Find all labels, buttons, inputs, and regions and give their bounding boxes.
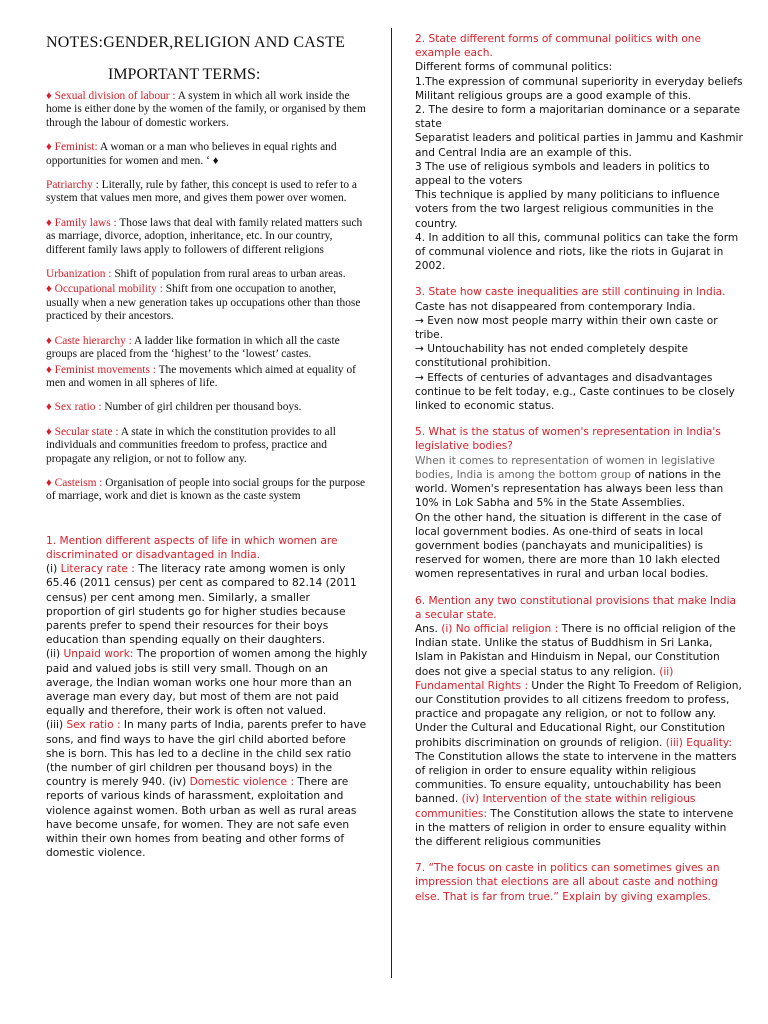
terms-list (46, 90, 368, 504)
term-text: Number of girl children per thousand boys. (101, 401, 302, 414)
answer-paragraph (415, 454, 743, 511)
term-text: Shift from one occupation to another, usually when a new generation takes up occupations other than those practiced by their ancestors. (46, 283, 361, 323)
answer-text: The Constitution allows the state to intervene in the matters of religion in order to ensure equality within the different religious communities (415, 807, 734, 848)
answer-line: Separatist leaders and political parties in Jammu and Kashmir and Central India are an example of this. (415, 132, 743, 159)
term-occupational-mobility (46, 283, 368, 323)
term-sex-ratio (46, 401, 368, 414)
item-number: (ii) (46, 648, 64, 661)
answer-paragraph (415, 622, 743, 849)
answer-paragraph (46, 562, 368, 647)
answer-text: The literacy rate among women is only 65.46 (2011 census) per cent as compared to 82.14 (2011 census) per cent among men. Similarly, a smaller proportion of girl students go for higher studies because parents prefer to spend their resources for their boys education than spending equally on their daughters. (46, 563, 357, 647)
answer-key: Literacy rate : (60, 563, 135, 576)
term-text: A state in which the constitution provides to all individuals and communities freedom to profess, practice and propagate any religion, or not to follow any. (46, 425, 336, 465)
term-key: ♦ Family laws : (46, 216, 117, 229)
column-divider (391, 28, 392, 978)
answer-line: → Effects of centuries of advantages and disadvantages continue to be felt today, e.g., Caste continues to be closely linked to economic status. (415, 371, 735, 413)
term-key: ♦ Casteism : (46, 476, 103, 489)
answer-text: The Constitution allows the state to intervene in the matters of religion in order to ensure equality within religious communities. To ensure equality, untouchability has been banned. (415, 750, 737, 806)
right-column (415, 32, 743, 916)
question-6 (415, 594, 743, 850)
term-text: Those laws that deal with family related matters such as marriage, divorce, adoption, inheritance, etc. In our country, different family laws apply to followers of different religions (46, 216, 363, 256)
answer-line: 4. In addition to all this, communal politics can take the form of communal violence and riots, like the riots in Gujarat in 2002. (415, 231, 739, 273)
question-3 (415, 285, 743, 413)
question-heading: 7. “The focus on caste in politics can sometimes gives an impression that elections are all about caste and nothing else. That is far from true.” Explain by giving examples. (415, 862, 720, 903)
answer-paragraph (46, 718, 368, 860)
answer-key: (ii) Fundamental Rights : (415, 665, 674, 692)
question-2 (415, 32, 743, 273)
question-heading: 6. Mention any two constitutional provisions that make India a secular state. (415, 594, 737, 621)
answer-text: In many parts of India, parents prefer to have sons, and find ways to have the girl child aborted before she is born. This has led to a decline in the child sex ratio (the number of girl children per thousand boys) in the country is merely 940. (iv) (46, 719, 367, 789)
term-key: ♦ Feminist movements : (46, 363, 156, 376)
term-key: ♦ Sexual division of labour : (46, 90, 176, 102)
section-subtitle: IMPORTANT TERMS: (108, 66, 261, 83)
term-text: Shift of population from rural areas to urban areas. (111, 268, 346, 281)
answer-line: 2. The desire to form a majoritarian dominance or a separate state (415, 104, 741, 131)
term-sexual-division (46, 90, 368, 130)
answer-line: Caste has not disappeared from contemporary India. (415, 300, 696, 313)
answer-label: Ans. (415, 622, 442, 635)
answer-line: Militant religious groups are a good example of this. (415, 89, 692, 102)
term-text: Organisation of people into social groups for the purpose of marriage, work and diet is known as the caste system (46, 476, 366, 503)
answer-text: There are reports of various kinds of harassment, exploitation and violence against women. Both urban as well as rural areas have become unsafe, for women. They are not safe even within their own homes from beating and other forms of domestic violence. (46, 776, 357, 860)
answer-key: Unpaid work: (63, 648, 134, 661)
answer-line: This technique is applied by many politicians to influence voters from the two largest religious communities in the country. (415, 189, 720, 230)
term-feminist (46, 141, 368, 168)
term-key: Urbanization : (46, 268, 112, 281)
term-family-laws (46, 217, 368, 257)
term-text: : Literally, rule by father, this concept is used to refer to a system that values men more, and gives them power over women. (46, 179, 357, 205)
answer-text: Under the Right To Freedom of Religion, our Constitution provides to all citizens freedom to profess, practice and propagate any religion, or not to follow any. Under the Cultural and Educational Right, our Constitution prohibits discrimination on grounds of religion. (415, 679, 742, 749)
answer-key: Domestic violence : (189, 776, 295, 789)
question-heading: 1. Mention different aspects of life in which women are discriminated or disadvantaged in India. (46, 534, 338, 561)
term-text: A system in which all work inside the home is either done by the women of the family, or organised by them through the labour of domestic workers. (46, 90, 366, 129)
question-heading: 2. State different forms of communal politics with one example each. (415, 33, 702, 60)
answer-text: of nations in the world. Women's representation has always been less than 10% in Lok Sabha and 5% in the State Assemblies. (415, 468, 724, 510)
term-key: ♦ Caste hierarchy : (46, 334, 132, 347)
answer-line: Different forms of communal politics: (415, 61, 613, 74)
answer-line: → Even now most people marry within their own caste or tribe. (415, 314, 718, 342)
question-7 (415, 861, 743, 904)
answer-text: The proportion of women among the highly paid and valued jobs is still very small. Though on an average, the Indian woman works one hour more than an average man every day, but most of them are not paid equally and therefore, their work is often not valued. (46, 648, 368, 718)
term-casteism (46, 477, 368, 504)
page-title: NOTES:GENDER,RELIGION AND CASTE (46, 34, 346, 51)
term-feminist-movements (46, 364, 368, 391)
term-text: The movements which aimed at equality of men and women in all spheres of life. (46, 363, 356, 389)
answer-line: 3 The use of religious symbols and leaders in politics to appeal to the voters (415, 160, 710, 188)
item-number: (iii) (46, 719, 67, 732)
term-key: ♦ Sex ratio : (46, 401, 102, 414)
answer-key: (iii) Equality: (665, 736, 732, 749)
answer-line: → Untouchability has not ended completely despite constitutional prohibition. (415, 343, 688, 370)
question-heading: 3. State how caste inequalities are still continuing in India. (415, 286, 726, 299)
question-5 (415, 425, 743, 581)
term-key: ♦ Secular state : (46, 425, 119, 438)
term-key: ♦ Occupational mobility : (46, 283, 163, 296)
answer-key: (i) No official religion : (441, 622, 559, 635)
answer-paragraph: On the other hand, the situation is different in the case of local government bodies. As one-third of seats in local government bodies (panchayats and municipalities) is reserved for women, there are more than 10 lakh elected women representatives in rural and urban local bodies. (415, 511, 722, 581)
question-heading: 5. What is the status of women's representation in India's legislative bodies? (415, 426, 721, 453)
item-number: (i) (46, 563, 61, 576)
left-column (46, 34, 368, 860)
term-caste-hierarchy (46, 335, 368, 362)
term-urbanization (46, 268, 368, 281)
term-patriarchy (46, 179, 368, 206)
answer-text: There is no official religion of the Indian state. Unlike the status of Buddhism in Sri Lanka, Islam in Pakistan and Hinduism in Nepal, our Constitution does not give a special status to any religion. (415, 622, 736, 678)
answer-key: Sex ratio : (66, 719, 121, 732)
answer-gray-text: When it comes to representation of women in legislative bodies, India is among the bottom group (415, 454, 715, 481)
term-text: A ladder like formation in which all the caste groups are placed from the ‘highest’ to the ‘lowest’ castes. (46, 334, 340, 361)
question-1 (46, 534, 368, 861)
term-text: A woman or a man who believes in equal rights and opportunities for women and men. ‘ ♦ (46, 141, 337, 167)
term-key: ♦ Feminist: (46, 141, 98, 154)
answer-paragraph (46, 647, 368, 718)
answer-key: (iv) Intervention of the state within religious communities: (415, 793, 696, 820)
answer-line: 1.The expression of communal superiority in everyday beliefs (415, 75, 743, 88)
term-secular-state (46, 426, 368, 466)
term-key: Patriarchy (46, 179, 93, 192)
